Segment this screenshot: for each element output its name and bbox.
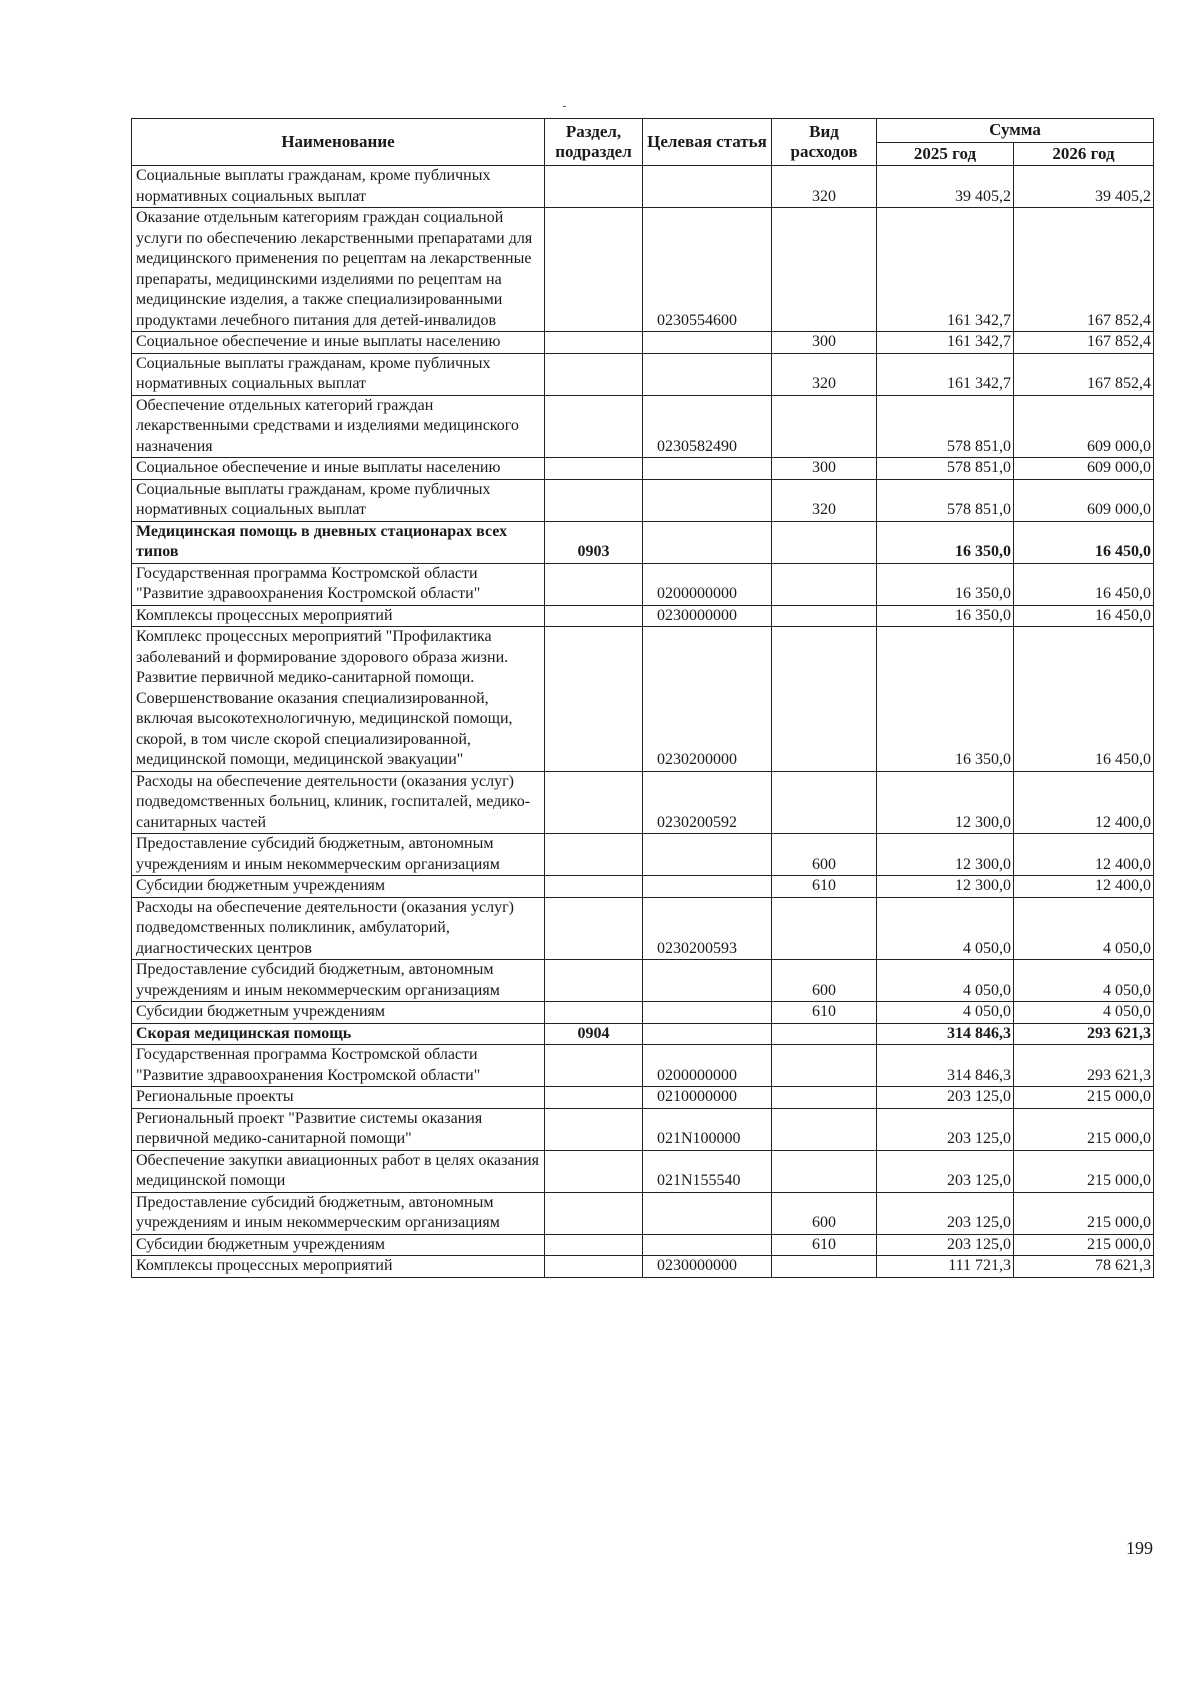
row-sum-2025: 578 851,0 (877, 479, 1014, 521)
row-sum-2025: 4 050,0 (877, 897, 1014, 960)
row-name: Оказание отдельным категориям граждан социальной услуги по обеспечению лекарственными препаратами для медицинского применения по рецептам на лекарственные препараты, медицинскими изделиями по рецептам на медицинские изделия, а также специализированными продуктами лечебного питания для детей-инвалидов (132, 208, 545, 332)
row-section (545, 1002, 643, 1024)
row-sum-2025: 39 405,2 (877, 166, 1014, 208)
row-target (643, 1192, 772, 1234)
row-kind: 600 (772, 960, 877, 1002)
row-sum-2026: 215 000,0 (1014, 1192, 1154, 1234)
row-sum-2025: 4 050,0 (877, 1002, 1014, 1024)
row-kind: 600 (772, 1192, 877, 1234)
row-sum-2026: 609 000,0 (1014, 395, 1154, 458)
row-kind (772, 771, 877, 834)
row-section (545, 208, 643, 332)
row-kind (772, 208, 877, 332)
row-name: Субсидии бюджетным учреждениям (132, 1234, 545, 1256)
row-name: Государственная программа Костромской области "Развитие здравоохранения Костромской области" (132, 1045, 545, 1087)
page-number: 199 (1126, 1538, 1153, 1558)
row-kind (772, 521, 877, 563)
table-row (132, 395, 1154, 458)
row-sum-2025: 203 125,0 (877, 1108, 1014, 1150)
row-name: Субсидии бюджетным учреждениям (132, 876, 545, 898)
row-section (545, 563, 643, 605)
row-target (643, 876, 772, 898)
row-section (545, 627, 643, 772)
row-name: Субсидии бюджетным учреждениям (132, 1002, 545, 1024)
row-target: 0230554600 (643, 208, 772, 332)
row-kind: 610 (772, 1002, 877, 1024)
row-sum-2025: 203 125,0 (877, 1150, 1014, 1192)
row-sum-2025: 111 721,3 (877, 1256, 1014, 1278)
row-section (545, 960, 643, 1002)
row-sum-2025: 314 846,3 (877, 1045, 1014, 1087)
row-sum-2025: 203 125,0 (877, 1192, 1014, 1234)
table-row (132, 897, 1154, 960)
row-section (545, 1234, 643, 1256)
row-section (545, 1087, 643, 1109)
row-section (545, 834, 643, 876)
table-row (132, 1256, 1154, 1278)
row-kind: 320 (772, 479, 877, 521)
row-sum-2026: 78 621,3 (1014, 1256, 1154, 1278)
row-kind (772, 627, 877, 772)
row-name: Социальные выплаты гражданам, кроме публичных нормативных социальных выплат (132, 166, 545, 208)
row-target (643, 834, 772, 876)
row-target (643, 479, 772, 521)
row-sum-2026: 12 400,0 (1014, 771, 1154, 834)
table-row (132, 1002, 1154, 1024)
row-target (643, 1234, 772, 1256)
row-target: 0230200593 (643, 897, 772, 960)
row-sum-2026: 215 000,0 (1014, 1108, 1154, 1150)
row-sum-2026: 167 852,4 (1014, 332, 1154, 354)
table-row (132, 521, 1154, 563)
row-target (643, 521, 772, 563)
row-name: Предоставление субсидий бюджетным, автономным учреждениям и иным некоммерческим организациям (132, 960, 545, 1002)
row-target: 021N155540 (643, 1150, 772, 1192)
row-sum-2025: 12 300,0 (877, 771, 1014, 834)
row-target (643, 458, 772, 480)
row-sum-2025: 16 350,0 (877, 605, 1014, 627)
row-section (545, 1045, 643, 1087)
row-section (545, 1108, 643, 1150)
row-kind (772, 1045, 877, 1087)
row-kind: 610 (772, 1234, 877, 1256)
row-name: Социальное обеспечение и иные выплаты населению (132, 332, 545, 354)
row-sum-2025: 161 342,7 (877, 353, 1014, 395)
row-sum-2026: 215 000,0 (1014, 1150, 1154, 1192)
row-section (545, 771, 643, 834)
row-target: 0210000000 (643, 1087, 772, 1109)
header-year-2026: 2026 год (1014, 142, 1154, 166)
row-sum-2026: 16 450,0 (1014, 605, 1154, 627)
table-row (132, 479, 1154, 521)
scan-artifact (563, 106, 566, 107)
row-name: Комплекс процессных мероприятий "Профилактика заболеваний и формирование здорового образа жизни. Развитие первичной медико-санитарной помощи. Совершенствование оказания специализированной, включая высокотехнологичную, медицинской помощи, скорой, в том числе скорой специализированной, медицинской помощи, медицинской эвакуации" (132, 627, 545, 772)
row-name: Расходы на обеспечение деятельности (оказания услуг) подведомственных больниц, клиник, госпиталей, медико-санитарных частей (132, 771, 545, 834)
table-row (132, 208, 1154, 332)
row-sum-2025: 16 350,0 (877, 563, 1014, 605)
row-target: 0230000000 (643, 605, 772, 627)
table-row (132, 834, 1154, 876)
row-target: 0230582490 (643, 395, 772, 458)
row-section (545, 458, 643, 480)
row-name: Комплексы процессных мероприятий (132, 1256, 545, 1278)
row-section (545, 1150, 643, 1192)
row-name: Региональные проекты (132, 1087, 545, 1109)
row-sum-2025: 12 300,0 (877, 876, 1014, 898)
row-sum-2025: 314 846,3 (877, 1023, 1014, 1045)
row-section (545, 166, 643, 208)
row-sum-2026: 4 050,0 (1014, 1002, 1154, 1024)
row-kind: 300 (772, 458, 877, 480)
table-row (132, 458, 1154, 480)
row-kind: 600 (772, 834, 877, 876)
row-sum-2025: 578 851,0 (877, 458, 1014, 480)
row-sum-2025: 4 050,0 (877, 960, 1014, 1002)
budget-table (131, 118, 1154, 1278)
row-sum-2026: 16 450,0 (1014, 563, 1154, 605)
row-sum-2026: 215 000,0 (1014, 1234, 1154, 1256)
row-kind (772, 1150, 877, 1192)
row-target (643, 332, 772, 354)
table-row (132, 771, 1154, 834)
header-section: Раздел, подраздел (545, 119, 643, 166)
table-row (132, 1150, 1154, 1192)
header-target: Целевая статья (643, 119, 772, 166)
row-name: Комплексы процессных мероприятий (132, 605, 545, 627)
row-target: 0230200592 (643, 771, 772, 834)
table-row (132, 1087, 1154, 1109)
row-sum-2026: 293 621,3 (1014, 1045, 1154, 1087)
table-row (132, 166, 1154, 208)
table-header (132, 119, 1154, 166)
row-sum-2026: 16 450,0 (1014, 521, 1154, 563)
row-name: Обеспечение отдельных категорий граждан лекарственными средствами и изделиями медицинского назначения (132, 395, 545, 458)
row-sum-2025: 203 125,0 (877, 1087, 1014, 1109)
row-section (545, 395, 643, 458)
row-sum-2026: 4 050,0 (1014, 897, 1154, 960)
row-name: Социальное обеспечение и иные выплаты населению (132, 458, 545, 480)
row-kind: 300 (772, 332, 877, 354)
table-row (132, 353, 1154, 395)
row-kind (772, 563, 877, 605)
table-row (132, 1234, 1154, 1256)
row-sum-2025: 161 342,7 (877, 332, 1014, 354)
row-target: 0200000000 (643, 1045, 772, 1087)
row-section (545, 897, 643, 960)
row-section (545, 479, 643, 521)
row-kind (772, 1023, 877, 1045)
row-sum-2025: 203 125,0 (877, 1234, 1014, 1256)
table-row (132, 960, 1154, 1002)
row-kind (772, 1256, 877, 1278)
row-sum-2025: 12 300,0 (877, 834, 1014, 876)
row-name: Предоставление субсидий бюджетным, автономным учреждениям и иным некоммерческим организациям (132, 834, 545, 876)
table-row (132, 563, 1154, 605)
row-kind: 610 (772, 876, 877, 898)
row-name: Региональный проект "Развитие системы оказания первичной медико-санитарной помощи" (132, 1108, 545, 1150)
row-target: 0230000000 (643, 1256, 772, 1278)
row-kind (772, 1108, 877, 1150)
row-sum-2026: 215 000,0 (1014, 1087, 1154, 1109)
row-section (545, 353, 643, 395)
header-year-2025: 2025 год (877, 142, 1014, 166)
row-section: 0904 (545, 1023, 643, 1045)
row-kind (772, 897, 877, 960)
row-name: Обеспечение закупки авиационных работ в целях оказания медицинской помощи (132, 1150, 545, 1192)
row-sum-2026: 39 405,2 (1014, 166, 1154, 208)
row-section (545, 332, 643, 354)
table-row (132, 605, 1154, 627)
row-sum-2025: 161 342,7 (877, 208, 1014, 332)
row-target: 0230200000 (643, 627, 772, 772)
table-body (132, 166, 1154, 1278)
row-target (643, 1023, 772, 1045)
row-name: Скорая медицинская помощь (132, 1023, 545, 1045)
row-section (545, 876, 643, 898)
row-name: Предоставление субсидий бюджетным, автономным учреждениям и иным некоммерческим организациям (132, 1192, 545, 1234)
row-sum-2026: 16 450,0 (1014, 627, 1154, 772)
table-row (132, 1192, 1154, 1234)
row-target (643, 353, 772, 395)
row-sum-2026: 167 852,4 (1014, 353, 1154, 395)
header-sum: Сумма (877, 119, 1154, 143)
header-kind: Вид расходов (772, 119, 877, 166)
table-row (132, 1108, 1154, 1150)
row-kind (772, 605, 877, 627)
table-row (132, 627, 1154, 772)
row-target (643, 960, 772, 1002)
table-row (132, 876, 1154, 898)
table-row (132, 1023, 1154, 1045)
row-sum-2026: 12 400,0 (1014, 834, 1154, 876)
table-row (132, 332, 1154, 354)
row-sum-2026: 609 000,0 (1014, 479, 1154, 521)
row-sum-2025: 578 851,0 (877, 395, 1014, 458)
row-name: Социальные выплаты гражданам, кроме публичных нормативных социальных выплат (132, 353, 545, 395)
row-sum-2025: 16 350,0 (877, 521, 1014, 563)
row-sum-2026: 12 400,0 (1014, 876, 1154, 898)
row-section: 0903 (545, 521, 643, 563)
row-sum-2025: 16 350,0 (877, 627, 1014, 772)
row-name: Социальные выплаты гражданам, кроме публичных нормативных социальных выплат (132, 479, 545, 521)
row-sum-2026: 167 852,4 (1014, 208, 1154, 332)
header-name: Наименование (132, 119, 545, 166)
row-kind (772, 1087, 877, 1109)
row-section (545, 1256, 643, 1278)
row-name: Медицинская помощь в дневных стационарах всех типов (132, 521, 545, 563)
row-name: Государственная программа Костромской области "Развитие здравоохранения Костромской области" (132, 563, 545, 605)
row-target: 021N100000 (643, 1108, 772, 1150)
row-target (643, 1002, 772, 1024)
table-row (132, 1045, 1154, 1087)
row-section (545, 605, 643, 627)
row-sum-2026: 4 050,0 (1014, 960, 1154, 1002)
row-kind (772, 395, 877, 458)
row-kind: 320 (772, 166, 877, 208)
row-section (545, 1192, 643, 1234)
row-sum-2026: 293 621,3 (1014, 1023, 1154, 1045)
row-target (643, 166, 772, 208)
row-kind: 320 (772, 353, 877, 395)
row-name: Расходы на обеспечение деятельности (оказания услуг) подведомственных поликлиник, амбулаторий, диагностических центров (132, 897, 545, 960)
row-sum-2026: 609 000,0 (1014, 458, 1154, 480)
row-target: 0200000000 (643, 563, 772, 605)
